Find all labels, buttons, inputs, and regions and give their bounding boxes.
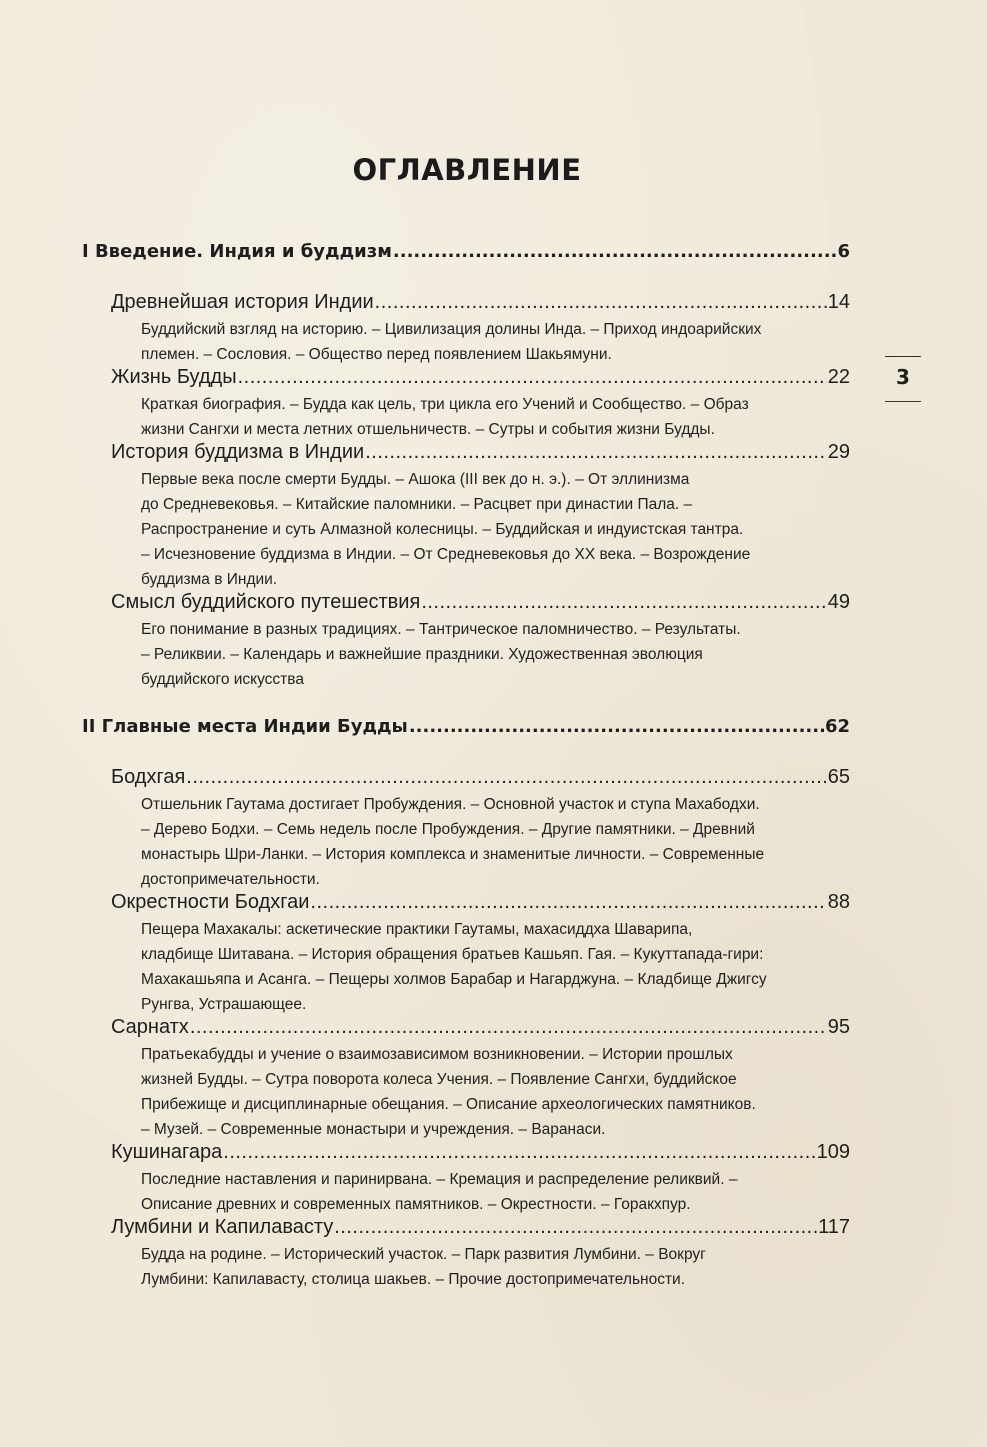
chapter-description (141, 617, 861, 692)
description-line: Рунгва, Устрашающее. (141, 996, 307, 1013)
description-line: Последние наставления и паринирвана. – Кремация и распределение реликвий. – (141, 1171, 738, 1188)
description-line: – Исчезновение буддизма в Индии. – От Средневековья до XX века. – Возрождение (141, 546, 751, 563)
dot-leader (365, 441, 827, 464)
description-line: Пещера Махакалы: аскетические практики Гаутамы, махасиддха Шаварипа, (141, 921, 693, 938)
chapter-title: История буддизма в Индии (111, 441, 365, 463)
chapter-title: Кушинагара (111, 1141, 223, 1163)
chapter-description (141, 1242, 861, 1292)
part-title: II Главные места Индии Будды (82, 716, 408, 737)
description-line: Буддийский взгляд на историю. – Цивилизация долины Инда. – Приход индоарийских (141, 321, 762, 338)
page-number: 3 (885, 356, 921, 402)
dot-leader (393, 241, 837, 262)
chapter-title: Древнейшая история Индии (111, 291, 374, 313)
dot-leader (186, 766, 826, 789)
part-title: I Введение. Индия и буддизм (82, 241, 392, 262)
description-line: жизни Сангхи и места летних отшельничеств. – Сутры и события жизни Будды. (141, 421, 715, 438)
toc-chapter[interactable] (111, 1216, 850, 1239)
description-line: Первые века после смерти Будды. – Ашока (III век до н. э.). – От эллинизма (141, 471, 690, 488)
description-line: Распространение и суть Алмазной колесницы. – Буддийская и индуистская тантра. (141, 521, 744, 538)
description-line: до Средневековья. – Китайские паломники. – Расцвет при династии Пала. – (141, 496, 693, 513)
chapter-description (141, 1167, 861, 1217)
chapter-title: Сарнатх (111, 1016, 189, 1038)
description-line: Будда на родине. – Исторический участок. – Парк развития Лумбини. – Вокруг (141, 1246, 706, 1263)
toc-chapter[interactable] (111, 766, 850, 789)
description-line: достопримечательности. (141, 871, 320, 888)
part-page: 62 (824, 716, 850, 737)
description-line: Отшельник Гаутама достигает Пробуждения. – Основной участок и ступа Махабодхи. (141, 796, 760, 813)
description-line: Его понимание в разных традициях. – Тантрическое паломничество. – Результаты. (141, 621, 741, 638)
dot-leader (238, 366, 827, 389)
chapter-page: 22 (827, 366, 850, 388)
toc-chapter[interactable] (111, 1016, 850, 1039)
description-line: жизней Будды. – Сутра поворота колеса Учения. – Появление Сангхи, буддийское (141, 1071, 737, 1088)
description-line: Описание древних и современных памятников. – Окрестности. – Горакхпур. (141, 1196, 691, 1213)
toc-chapter[interactable] (111, 1141, 850, 1164)
description-line: буддийского искусства (141, 671, 304, 688)
chapter-page: 14 (827, 291, 850, 313)
page-title: ОГЛАВЛЕНИЕ (352, 153, 582, 187)
chapter-page: 65 (827, 766, 850, 788)
chapter-description (141, 1042, 861, 1142)
description-line: Махакашьяпа и Асанга. – Пещеры холмов Барабар и Нагарджуна. – Кладбище Джигсу (141, 971, 767, 988)
description-line: – Дерево Бодхи. – Семь недель после Пробуждения. – Другие памятники. – Древний (141, 821, 755, 838)
chapter-page: 109 (816, 1141, 850, 1163)
chapter-title: Окрестности Бодхгаи (111, 891, 310, 913)
chapter-description (141, 792, 861, 892)
description-line: – Музей. – Современные монастыри и учреждения. – Варанаси. (141, 1121, 606, 1138)
toc-part-2[interactable] (82, 716, 850, 737)
chapter-page: 88 (827, 891, 850, 913)
description-line: монастырь Шри-Ланки. – История комплекса и знаменитые личности. – Современные (141, 846, 765, 863)
description-line: Пратьекабудды и учение о взаимозависимом возникновении. – Истории прошлых (141, 1046, 733, 1063)
dot-leader (310, 891, 826, 914)
chapter-description (141, 467, 861, 592)
description-line: племен. – Сословия. – Общество перед появлением Шакьямуни. (141, 346, 612, 363)
description-line: – Реликвии. – Календарь и важнейшие праздники. Художественная эволюция (141, 646, 703, 663)
chapter-description (141, 317, 861, 367)
chapter-description (141, 917, 861, 1017)
dot-leader (223, 1141, 815, 1164)
description-line: Лумбини: Капилавасту, столица шакьев. – Прочие достопримечательности. (141, 1271, 686, 1288)
dot-leader (409, 716, 824, 737)
chapter-title: Жизнь Будды (111, 366, 237, 388)
chapter-page: 29 (827, 441, 850, 463)
dot-leader (375, 291, 827, 314)
toc-chapter[interactable] (111, 291, 850, 314)
dot-leader (421, 591, 826, 614)
toc-part-1[interactable] (82, 241, 850, 262)
description-line: Прибежище и дисциплинарные обещания. – Описание археологических памятников. (141, 1096, 756, 1113)
part-page: 6 (837, 241, 850, 262)
description-line: Краткая биография. – Будда как цель, три цикла его Учений и Сообщество. – Образ (141, 396, 749, 413)
chapter-title: Смысл буддийского путешествия (111, 591, 421, 613)
dot-leader (334, 1216, 817, 1239)
chapter-description (141, 392, 861, 442)
chapter-page: 117 (818, 1216, 850, 1238)
toc-chapter[interactable] (111, 441, 850, 464)
toc-chapter[interactable] (111, 891, 850, 914)
chapter-page: 95 (827, 1016, 850, 1038)
description-line: кладбище Шитавана. – История обращения братьев Кашьяп. Гая. – Кукуттапада-гири: (141, 946, 764, 963)
chapter-title: Бодхгая (111, 766, 186, 788)
chapter-title: Лумбини и Капилавасту (111, 1216, 334, 1238)
dot-leader (190, 1016, 827, 1039)
toc-chapter[interactable] (111, 366, 850, 389)
toc-chapter[interactable] (111, 591, 850, 614)
chapter-page: 49 (827, 591, 850, 613)
description-line: буддизма в Индии. (141, 571, 278, 588)
